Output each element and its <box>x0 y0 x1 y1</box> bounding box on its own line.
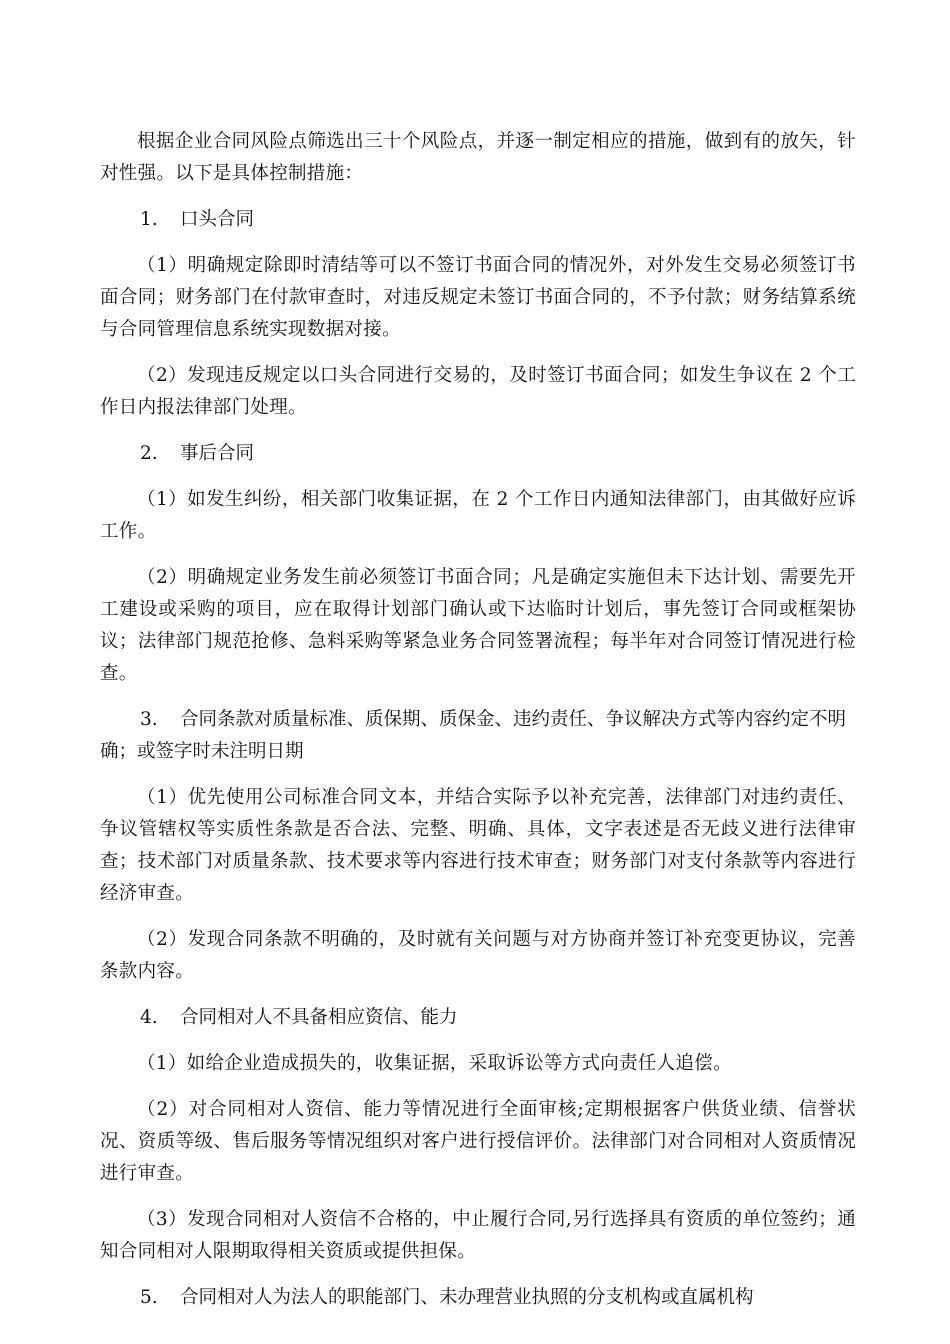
section-number: 4. <box>140 1007 158 1028</box>
section-2-item-1: （1）如发生纠纷，相关部门收集证据，在 2 个工作日内通知法律部门，由其做好应诉工作。 <box>100 489 856 542</box>
section-title: 合同相对人不具备相应资信、能力 <box>180 1007 458 1028</box>
section-title: 合同条款对质量标准、质保期、质保金、违约责任、争议解决方式等内容约定不明确；或签字时未注明日期 <box>100 709 847 762</box>
section-title: 合同相对人为法人的职能部门、未办理营业执照的分支机构或直属机构 <box>180 1287 754 1308</box>
section-title: 口头合同 <box>180 209 255 230</box>
section-heading-4 <box>100 1002 856 1034</box>
section-number: 3. <box>140 709 158 730</box>
section-number: 2. <box>140 443 158 464</box>
section-3-item-1: （1）优先使用公司标准合同文本，并结合实际予以补充完善，法律部门对违约责任、争议管辖权等实质性条款是否合法、完整、明确、具体，文字表述是否无歧义进行法律审查；技术部门对质量条款、技术要求等内容进行技术审查；财务部门对支付条款等内容进行经济审查。 <box>100 787 856 904</box>
section-4-item-1: （1）如给企业造成损失的，收集证据，采取诉讼等方式向责任人追偿。 <box>137 1053 732 1074</box>
intro-paragraph: 根据企业合同风险点筛选出三十个风险点，并逐一制定相应的措施，做到有的放矢，针对性强。以下是具体控制措施： <box>100 131 856 184</box>
section-1-item-2: （2）发现违反规定以口头合同进行交易的，及时签订书面合同；如发生争议在 2 个工作日内报法律部门处理。 <box>100 365 856 418</box>
section-title: 事后合同 <box>180 443 255 464</box>
document-body <box>100 126 856 1328</box>
section-heading-1 <box>100 204 856 236</box>
section-4-item-2: （2）对合同相对人资信、能力等情况进行全面审核;定期根据客户供货业绩、信誉状况、资质等级、售后服务等情况组织对客户进行授信评价。法律部门对合同相对人资质情况进行审查。 <box>100 1099 856 1184</box>
section-heading-5 <box>100 1282 856 1314</box>
section-number: 1. <box>140 209 158 230</box>
section-4-item-3: （3）发现合同相对人资信不合格的，中止履行合同,另行选择具有资质的单位签约；通知合同相对人限期取得相关资质或提供担保。 <box>100 1209 856 1262</box>
section-heading-2 <box>100 438 856 470</box>
section-2-item-2: （2）明确规定业务发生前必须签订书面合同；凡是确定实施但未下达计划、需要先开工建设或采购的项目，应在取得计划部门确认或下达临时计划后，事先签订合同或框架协议；法律部门规范抢修、急料采购等紧急业务合同签署流程；每半年对合同签订情况进行检查。 <box>100 567 856 684</box>
section-1-item-1: （1）明确规定除即时清结等可以不签订书面合同的情况外，对外发生交易必须签订书面合同；财务部门在付款审查时，对违反规定未签订书面合同的，不予付款；财务结算系统与合同管理信息系统实现数据对接。 <box>100 255 856 340</box>
section-number: 5. <box>140 1287 158 1308</box>
section-3-item-2: （2）发现合同条款不明确的，及时就有关问题与对方协商并签订补充变更协议，完善条款内容。 <box>100 929 856 982</box>
section-heading-3 <box>100 704 856 768</box>
